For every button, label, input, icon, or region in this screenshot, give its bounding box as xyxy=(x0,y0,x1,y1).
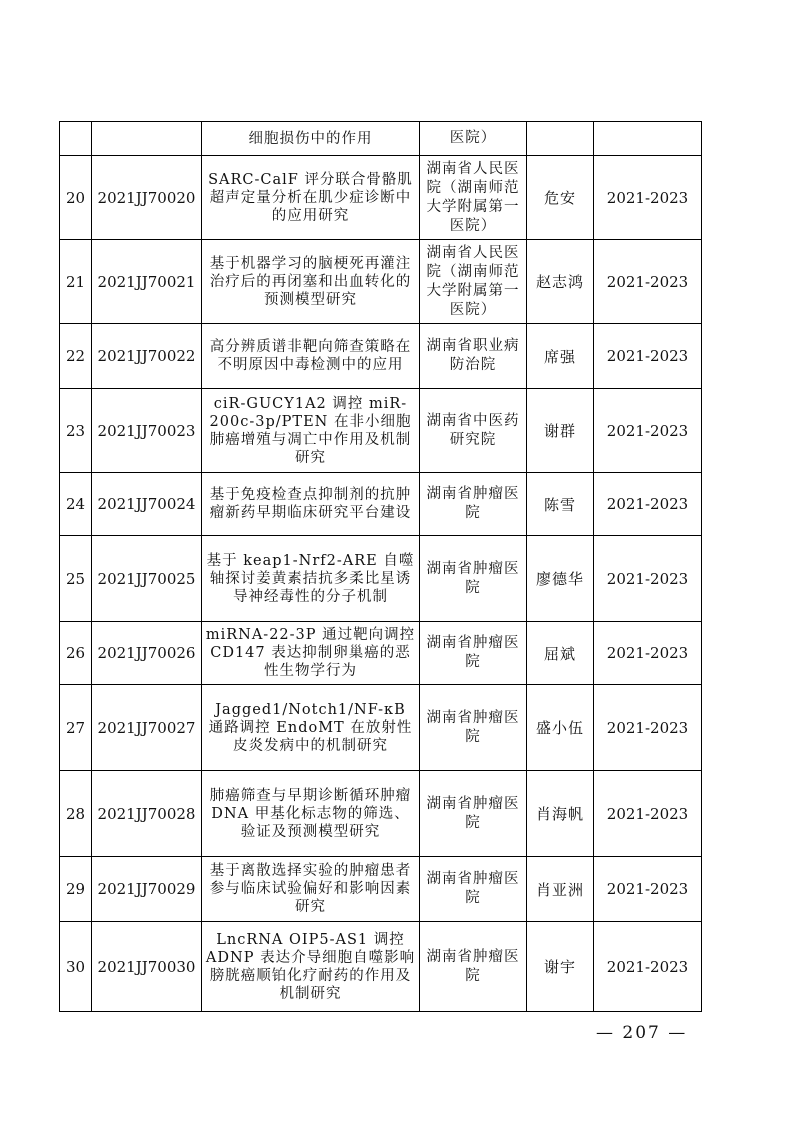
project-period-cell: 2021-2023 xyxy=(594,156,702,240)
project-code-cell: 2021JJ70028 xyxy=(92,771,202,857)
project-period-cell: 2021-2023 xyxy=(594,324,702,389)
host-institution-cell: 湖南省肿瘤医院 xyxy=(420,857,527,922)
project-code-cell: 2021JJ70023 xyxy=(92,389,202,473)
principal-investigator-cell xyxy=(527,122,594,156)
table-row xyxy=(60,622,702,685)
project-period-cell: 2021-2023 xyxy=(594,771,702,857)
project-title-cell: 高分辨质谱非靶向筛查策略在不明原因中毒检测中的应用 xyxy=(202,324,420,389)
project-title-cell: 基于免疫检查点抑制剂的抗肿瘤新药早期临床研究平台建设 xyxy=(202,473,420,536)
table-row xyxy=(60,389,702,473)
table-row xyxy=(60,240,702,324)
project-period-cell: 2021-2023 xyxy=(594,857,702,922)
principal-investigator-cell: 肖亚洲 xyxy=(527,857,594,922)
project-code-cell: 2021JJ70021 xyxy=(92,240,202,324)
project-title-cell: miRNA-22-3P 通过靶向调控 CD147 表达抑制卵巢癌的恶性生物学行为 xyxy=(202,622,420,685)
project-title-cell: 基于机器学习的脑梗死再灌注治疗后的再闭塞和出血转化的预测模型研究 xyxy=(202,240,420,324)
project-title-cell: 肺癌筛查与早期诊断循环肿瘤 DNA 甲基化标志物的筛选、验证及预测模型研究 xyxy=(202,771,420,857)
host-institution-cell: 湖南省中医药研究院 xyxy=(420,389,527,473)
host-institution-cell: 湖南省肿瘤医院 xyxy=(420,622,527,685)
project-period-cell: 2021-2023 xyxy=(594,536,702,622)
row-number-cell: 27 xyxy=(60,685,92,771)
project-period-cell xyxy=(594,122,702,156)
row-number-cell: 26 xyxy=(60,622,92,685)
project-code-cell: 2021JJ70026 xyxy=(92,622,202,685)
project-table xyxy=(59,121,702,1012)
principal-investigator-cell: 赵志鸿 xyxy=(527,240,594,324)
project-period-cell: 2021-2023 xyxy=(594,922,702,1012)
project-code-cell xyxy=(92,122,202,156)
project-code-cell: 2021JJ70029 xyxy=(92,857,202,922)
host-institution-cell: 湖南省肿瘤医院 xyxy=(420,473,527,536)
principal-investigator-cell: 廖德华 xyxy=(527,536,594,622)
project-period-cell: 2021-2023 xyxy=(594,389,702,473)
table-row xyxy=(60,324,702,389)
row-number-cell: 23 xyxy=(60,389,92,473)
project-title-cell: Jagged1/Notch1/NF-κB 通路调控 EndoMT 在放射性皮炎发病中的机制研究 xyxy=(202,685,420,771)
principal-investigator-cell: 席强 xyxy=(527,324,594,389)
principal-investigator-cell: 谢群 xyxy=(527,389,594,473)
table-row xyxy=(60,156,702,240)
principal-investigator-cell: 屈斌 xyxy=(527,622,594,685)
row-number-cell: 29 xyxy=(60,857,92,922)
project-code-cell: 2021JJ70022 xyxy=(92,324,202,389)
row-number-cell: 20 xyxy=(60,156,92,240)
row-number-cell: 22 xyxy=(60,324,92,389)
principal-investigator-cell: 陈雪 xyxy=(527,473,594,536)
project-period-cell: 2021-2023 xyxy=(594,685,702,771)
project-title-cell: ciR-GUCY1A2 调控 miR-200c-3p/PTEN 在非小细胞肺癌增殖与凋亡中作用及机制研究 xyxy=(202,389,420,473)
host-institution-cell: 湖南省人民医院（湖南师范大学附属第一医院） xyxy=(420,156,527,240)
table-row xyxy=(60,771,702,857)
row-number-cell: 24 xyxy=(60,473,92,536)
row-number-cell: 28 xyxy=(60,771,92,857)
principal-investigator-cell: 盛小伍 xyxy=(527,685,594,771)
host-institution-cell: 湖南省肿瘤医院 xyxy=(420,771,527,857)
table-row xyxy=(60,857,702,922)
project-period-cell: 2021-2023 xyxy=(594,240,702,324)
project-title-cell: 基于离散选择实验的肿瘤患者参与临床试验偏好和影响因素研究 xyxy=(202,857,420,922)
project-period-cell: 2021-2023 xyxy=(594,622,702,685)
row-number-cell: 21 xyxy=(60,240,92,324)
project-code-cell: 2021JJ70027 xyxy=(92,685,202,771)
page-number: — 207 — xyxy=(596,1023,688,1043)
project-title-cell: LncRNA OIP5-AS1 调控 ADNP 表达介导细胞自噬影响膀胱癌顺铂化疗耐药的作用及机制研究 xyxy=(202,922,420,1012)
project-code-cell: 2021JJ70024 xyxy=(92,473,202,536)
host-institution-cell: 湖南省职业病防治院 xyxy=(420,324,527,389)
row-number-cell xyxy=(60,122,92,156)
principal-investigator-cell: 谢宇 xyxy=(527,922,594,1012)
project-title-cell: 基于 keap1-Nrf2-ARE 自噬轴探讨姜黄素拮抗多柔比星诱导神经毒性的分子机制 xyxy=(202,536,420,622)
row-number-cell: 30 xyxy=(60,922,92,1012)
table-row xyxy=(60,685,702,771)
project-code-cell: 2021JJ70020 xyxy=(92,156,202,240)
table-row xyxy=(60,536,702,622)
principal-investigator-cell: 肖海帆 xyxy=(527,771,594,857)
table-row xyxy=(60,473,702,536)
table-row xyxy=(60,922,702,1012)
principal-investigator-cell: 危安 xyxy=(527,156,594,240)
project-code-cell: 2021JJ70025 xyxy=(92,536,202,622)
project-table-body xyxy=(60,122,702,1012)
table-row xyxy=(60,122,702,156)
host-institution-cell: 湖南省肿瘤医院 xyxy=(420,922,527,1012)
project-code-cell: 2021JJ70030 xyxy=(92,922,202,1012)
host-institution-cell: 医院） xyxy=(420,122,527,156)
host-institution-cell: 湖南省人民医院（湖南师范大学附属第一医院） xyxy=(420,240,527,324)
project-title-cell: 细胞损伤中的作用 xyxy=(202,122,420,156)
row-number-cell: 25 xyxy=(60,536,92,622)
host-institution-cell: 湖南省肿瘤医院 xyxy=(420,536,527,622)
project-title-cell: SARC-CalF 评分联合骨骼肌超声定量分析在肌少症诊断中的应用研究 xyxy=(202,156,420,240)
project-period-cell: 2021-2023 xyxy=(594,473,702,536)
host-institution-cell: 湖南省肿瘤医院 xyxy=(420,685,527,771)
